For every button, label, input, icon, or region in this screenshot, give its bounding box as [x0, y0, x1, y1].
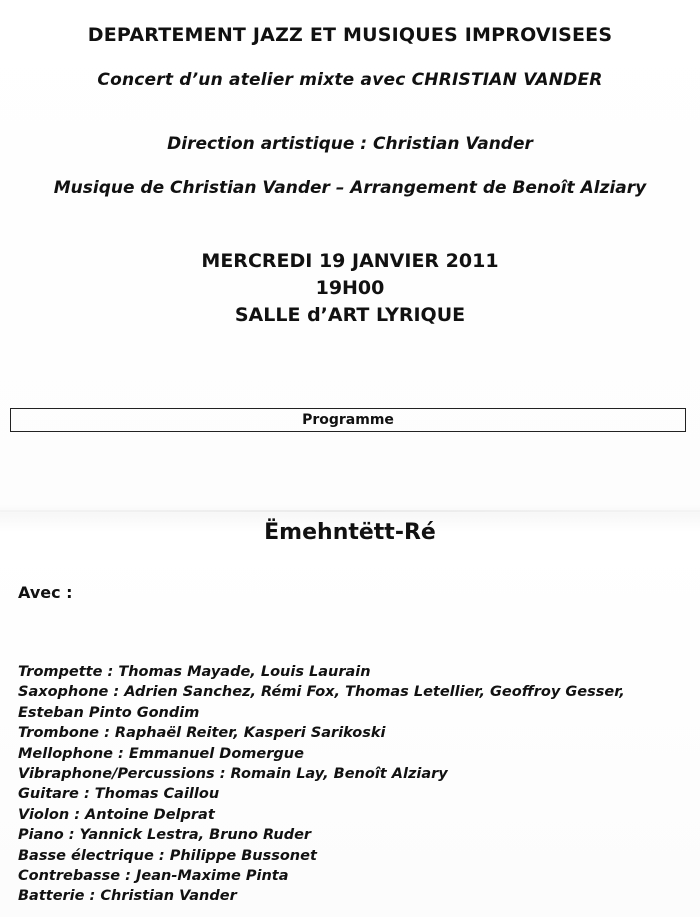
music-credit: Musique de Christian Vander – Arrangement de Benoît Alziary: [53, 178, 647, 198]
musician-line: Batterie : Christian Vander: [18, 888, 237, 905]
musician-line: Basse électrique : Philippe Bussonet: [18, 847, 317, 864]
event-venue: SALLE d’ART LYRIQUE: [234, 304, 466, 326]
musician-list: [18, 662, 688, 907]
musician-line: Piano : Yannick Lestra, Bruno Ruder: [18, 827, 312, 844]
musician-line: Violon : Antoine Delprat: [18, 806, 215, 823]
musician-line: Vibraphone/Percussions : Romain Lay, Benoît Alziary: [18, 766, 448, 783]
department-title: DEPARTEMENT JAZZ ET MUSIQUES IMPROVISEES: [87, 24, 613, 46]
musician-line: Trombone : Raphaël Reiter, Kasperi Sarikoski: [18, 725, 386, 742]
event-time: 19H00: [315, 277, 385, 299]
paper-fold-line: [0, 510, 700, 512]
avec-label: Avec :: [18, 583, 73, 602]
artistic-direction: Direction artistique : Christian Vander: [167, 134, 533, 154]
programme-label: Programme: [302, 412, 394, 428]
programme-box: [10, 408, 686, 432]
musician-line: Esteban Pinto Gondim: [18, 704, 200, 721]
musician-line: Contrebasse : Jean-Maxime Pinta: [18, 868, 289, 885]
musician-line: Trompette : Thomas Mayade, Louis Laurain: [18, 664, 371, 680]
piece-title: Ëmehntëtt-Ré: [264, 520, 436, 545]
musician-line: Mellophone : Emmanuel Domergue: [18, 745, 304, 762]
event-date: MERCREDI 19 JANVIER 2011: [201, 250, 499, 272]
concert-subtitle: Concert d’un atelier mixte avec CHRISTIAN VANDER: [97, 70, 603, 90]
musician-line: Saxophone : Adrien Sanchez, Rémi Fox, Thomas Letellier, Geoffroy Gesser,: [18, 684, 625, 701]
musician-line: Guitare : Thomas Caillou: [18, 786, 220, 803]
